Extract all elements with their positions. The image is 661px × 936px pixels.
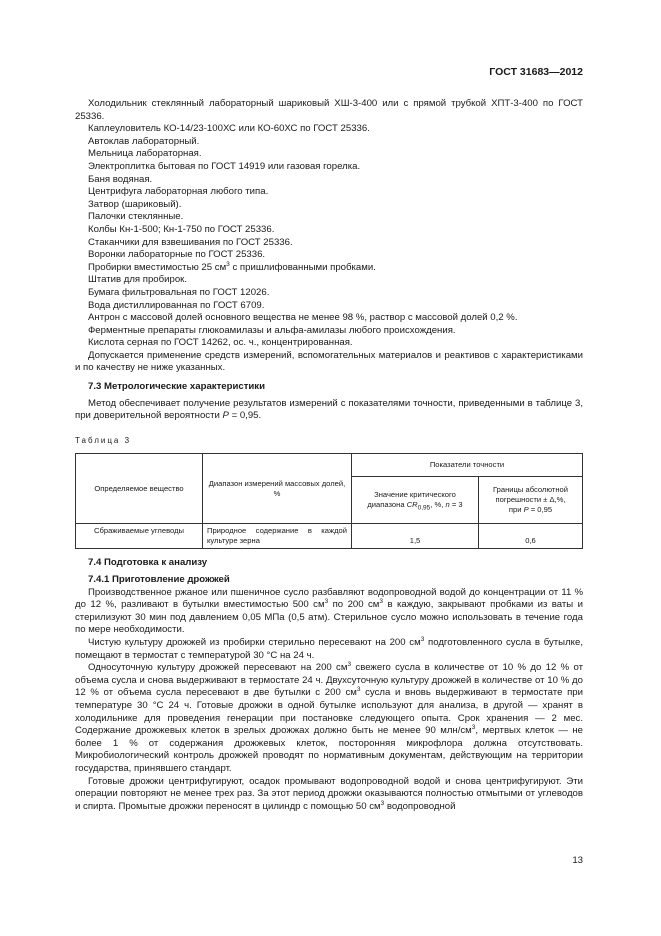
yeast-paragraph-2: Чистую культуру дрожжей из пробирки стерильно пересевают на 200 $см^3$ подготовленного сусла в бутылке, помещают в термостат с температурой 30 °С на 24 ч. [75, 635, 583, 661]
table-header-critical-range: Значение критического диапазона $CR_{0,95}$, %, n = 3 [352, 477, 479, 524]
table-cell-absolute-error: 0,6 [479, 524, 583, 549]
list-item: Центрифуга лабораторная любого типа. [88, 186, 269, 198]
yeast-paragraph-4: Готовые дрожжи центрифугируют, осадок промывают водопроводной водой и снова центрифугируют. Эти операции повторяют не менее трех раз. За этот период дрожжи оказываются полностью отмытыми от углеводов и спирта. Промытые дрожжи переносят в цилиндр с помощью 50 $см^3$ водопроводной [75, 775, 583, 812]
yeast-paragraph-1: Производственное ржаное или пшеничное сусло разбавляют водопроводной водой до концентрации от 11 % до 12 %, разливают в бутылки вместимостью 500 $см^3$ по 200 $см^3$ в каждую, закрывают пробками из ваты и стерилизуют 30 мин под давлением 0,05 МПа (0,5 атм). Стерильное сусло можно использовать в течение года по мере необходимости. [75, 586, 583, 636]
table-header-accuracy-group: Показатели точности [352, 454, 583, 477]
list-item: Электроплитка бытовая по ГОСТ 14919 или газовая горелка. [88, 160, 361, 172]
table-cell-substance: Сбраживаемые углеводы [76, 524, 203, 549]
list-item: Антрон с массовой долей основного вещества не менее 98 %, раствор с массовой долей 0,2 %. [88, 312, 518, 324]
table-row [76, 524, 583, 549]
table-header-absolute-error: Границы абсолютной погрешности ± Δ,%, при P = 0,95 [479, 477, 583, 524]
table-header-substance: Определяемое вещество [76, 454, 203, 524]
list-item: Автоклав лабораторный. [88, 135, 200, 147]
equipment-list [75, 98, 583, 350]
table-cell-range: Природное содержание в каждой культуре зерна [203, 524, 352, 549]
list-item: Стаканчики для взвешивания по ГОСТ 25336. [88, 236, 293, 248]
list-item: Вода дистиллированная по ГОСТ 6709. [88, 299, 265, 311]
list-item: Пробирки вместимостью 25 $см^3$ с пришлифованными пробками. [88, 260, 376, 273]
list-item: Воронки лабораторные по ГОСТ 25336. [88, 249, 266, 261]
document-body [75, 98, 583, 813]
accuracy-table [75, 453, 583, 549]
list-item: Штатив для пробирок. [88, 274, 188, 286]
list-item: Каплеуловитель КО-14/23-100ХС или КО-60ХС по ГОСТ 25336. [88, 123, 370, 135]
list-item: Холодильник стеклянный лабораторный шариковый ХШ-3-400 или с прямой трубкой ХПТ-3-400 по ГОСТ 25336. [75, 98, 583, 122]
section-7-4-1-heading: 7.4.1 Приготовление дрожжей [88, 574, 230, 586]
section-7-4-heading: 7.4 Подготовка к анализу [88, 557, 208, 569]
document-header: ГОСТ 31683—2012 [489, 66, 583, 78]
list-item: Палочки стеклянные. [88, 211, 184, 223]
table-caption: Таблица 3 [75, 435, 132, 445]
table-header-range: Диапазон измерений массовых долей, % [203, 454, 352, 524]
allowed-substitution-paragraph: Допускается применение средств измерений, вспомогательных материалов и реактивов с характеристиками и по качеству не ниже указанных. [75, 349, 583, 374]
list-item: Колбы Кн-1-500; Кн-1-750 по ГОСТ 25336. [88, 223, 275, 235]
list-item: Мельница лабораторная. [88, 148, 202, 160]
list-item: Затвор (шариковый). [88, 198, 182, 210]
page-number: 13 [572, 855, 583, 866]
yeast-paragraph-3: Односуточную культуру дрожжей пересевают на 200 $см^3$ свежего сусла в количестве от 10 % до 12 % от объема сусла и снова выдерживают в термостате 24 ч. Двухсуточную культуру дрожжей в количестве от 10 % до 12 % от объема сусла пересевают в две бутылки с 200 $см^3$ сусла и вновь выдерживают в термостате при температуре 30 °С 24 ч. Готовые дрожжи в одной бутылке используют для анализа, в другой — хранят в холодильнике для проведения генерации при постановке следующего опыта. Срок хранения — 2 мес. Содержание дрожжевых клеток в зрелых дрожжах должно быть не менее 90 млн/$см^3$, мертвых клеток — не более 1 % от содержания дрожжевых клеток, посторонняя микрофлора должна отсутствовать. Микробиологический контроль дрожжей проводят по нормативным документам, действующим на территории государства, принявшего стандарт. [75, 661, 584, 774]
list-item: Кислота серная по ГОСТ 14262, ос. ч., концентрированная. [88, 337, 353, 349]
list-item: Бумага фильтровальная по ГОСТ 12026. [88, 286, 270, 298]
section-7-3-text: Метод обеспечивает получение результатов измерений с показателями точности, приведенными в таблице 3, при доверительной вероятности P = 0,95. [75, 397, 583, 422]
section-7-3-heading: 7.3 Метрологические характеристики [88, 381, 266, 393]
list-item: Баня водяная. [88, 173, 153, 185]
table-cell-critical-range: 1,5 [352, 524, 479, 549]
list-item: Ферментные препараты глюкоамилазы и альфа-амилазы любого происхождения. [88, 324, 456, 336]
